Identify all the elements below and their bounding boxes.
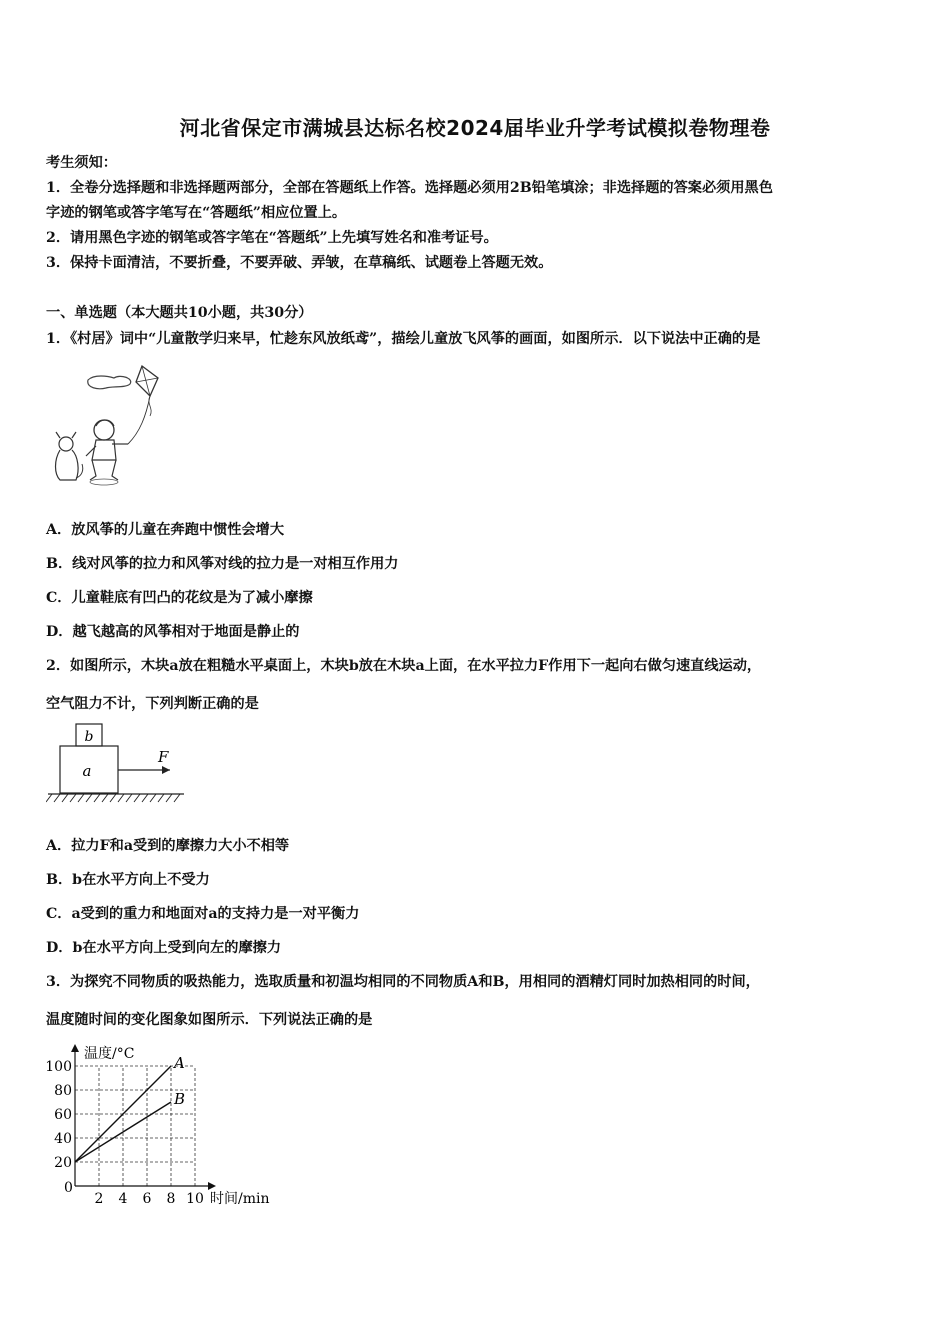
y-axis-arrow: [71, 1044, 79, 1052]
kite-child-illustration: [46, 360, 176, 490]
ground-hatching: [46, 794, 180, 802]
block-a-label: a: [82, 762, 92, 780]
y-tick-label: 100: [45, 1059, 72, 1075]
q2-option-d: D．b在水平方向上受到向左的摩擦力: [46, 940, 282, 956]
series-label-B: B: [174, 1090, 186, 1108]
q3-stem: 3．为探究不同物质的吸热能力，选取质量和初温均相同的不同物质A和B，用相同的酒精灯同时加热相同的时间，: [46, 974, 760, 990]
q2-option-c: C．a受到的重力和地面对a的支持力是一对平衡力: [46, 906, 360, 922]
notice-item: 3．保持卡面清洁，不要折叠，不要弄破、弄皱，在草稿纸、试题卷上答题无效。: [46, 255, 553, 271]
y-tick-label: 60: [54, 1107, 72, 1123]
page-title: 河北省保定市满城县达标名校2024届毕业升学考试模拟卷物理卷: [179, 116, 771, 140]
force-label: F: [158, 748, 169, 766]
q2-stem-cont: 空气阻力不计，下列判断正确的是: [46, 696, 259, 712]
q1-option-c: C．儿童鞋底有凹凸的花纹是为了减小摩擦: [46, 590, 313, 606]
x-tick-label: 10: [186, 1191, 204, 1207]
q1-option-b: B．线对风筝的拉力和风筝对线的拉力是一对相互作用力: [46, 556, 399, 572]
q1-stem: 1．《村居》词中“儿童散学归来早，忙趁东风放纸鸢”，描绘儿童放飞风筝的画面，如图所示．以下说法中正确的是: [46, 331, 761, 347]
x-tick-label: 8: [166, 1191, 176, 1207]
q1-option-d: D．越飞越高的风筝相对于地面是静止的: [46, 624, 300, 640]
notice-item: 字迹的钢笔或答字笔写在“答题纸”相应位置上。: [46, 205, 347, 221]
chart-ylabel: 温度/°C: [84, 1046, 135, 1062]
chart-origin-label: 0: [64, 1180, 73, 1196]
q3-stem-cont: 温度随时间的变化图象如图所示．下列说法正确的是: [46, 1012, 373, 1028]
notice-heading: 考生须知：: [46, 155, 117, 171]
y-tick-label: 20: [54, 1155, 72, 1171]
q2-option-b: B．b在水平方向上不受力: [46, 872, 210, 888]
y-tick-label: 40: [54, 1131, 72, 1147]
q2-option-a: A．拉力F和a受到的摩擦力大小不相等: [46, 838, 290, 854]
x-tick-label: 2: [94, 1191, 104, 1207]
notice-item: 1．全卷分选择题和非选择题两部分，全部在答题纸上作答。选择题必须用2B铅笔填涂；非选择题的答案必须用黑色: [46, 180, 773, 196]
temperature-time-chart: [40, 1040, 300, 1215]
block-b-label: b: [84, 729, 94, 745]
series-label-A: A: [174, 1054, 185, 1072]
y-tick-label: 80: [54, 1083, 72, 1099]
blocks-diagram: [46, 722, 188, 808]
x-tick-label: 6: [142, 1191, 152, 1207]
chart-xlabel: 时间/min: [210, 1191, 270, 1207]
q2-stem: 2．如图所示，木块a放在粗糙水平桌面上，木块b放在木块a上面，在水平拉力F作用下一起向右做匀速直线运动，: [46, 658, 762, 674]
q1-option-a: A．放风筝的儿童在奔跑中惯性会增大: [46, 522, 285, 538]
notice-item: 2．请用黑色字迹的钢笔或答字笔在“答题纸”上先填写姓名和准考证号。: [46, 230, 498, 246]
section-heading: 一、单选题（本大题共10小题，共30分）: [46, 305, 313, 321]
x-axis-arrow: [208, 1182, 216, 1190]
x-tick-label: 4: [118, 1191, 128, 1207]
